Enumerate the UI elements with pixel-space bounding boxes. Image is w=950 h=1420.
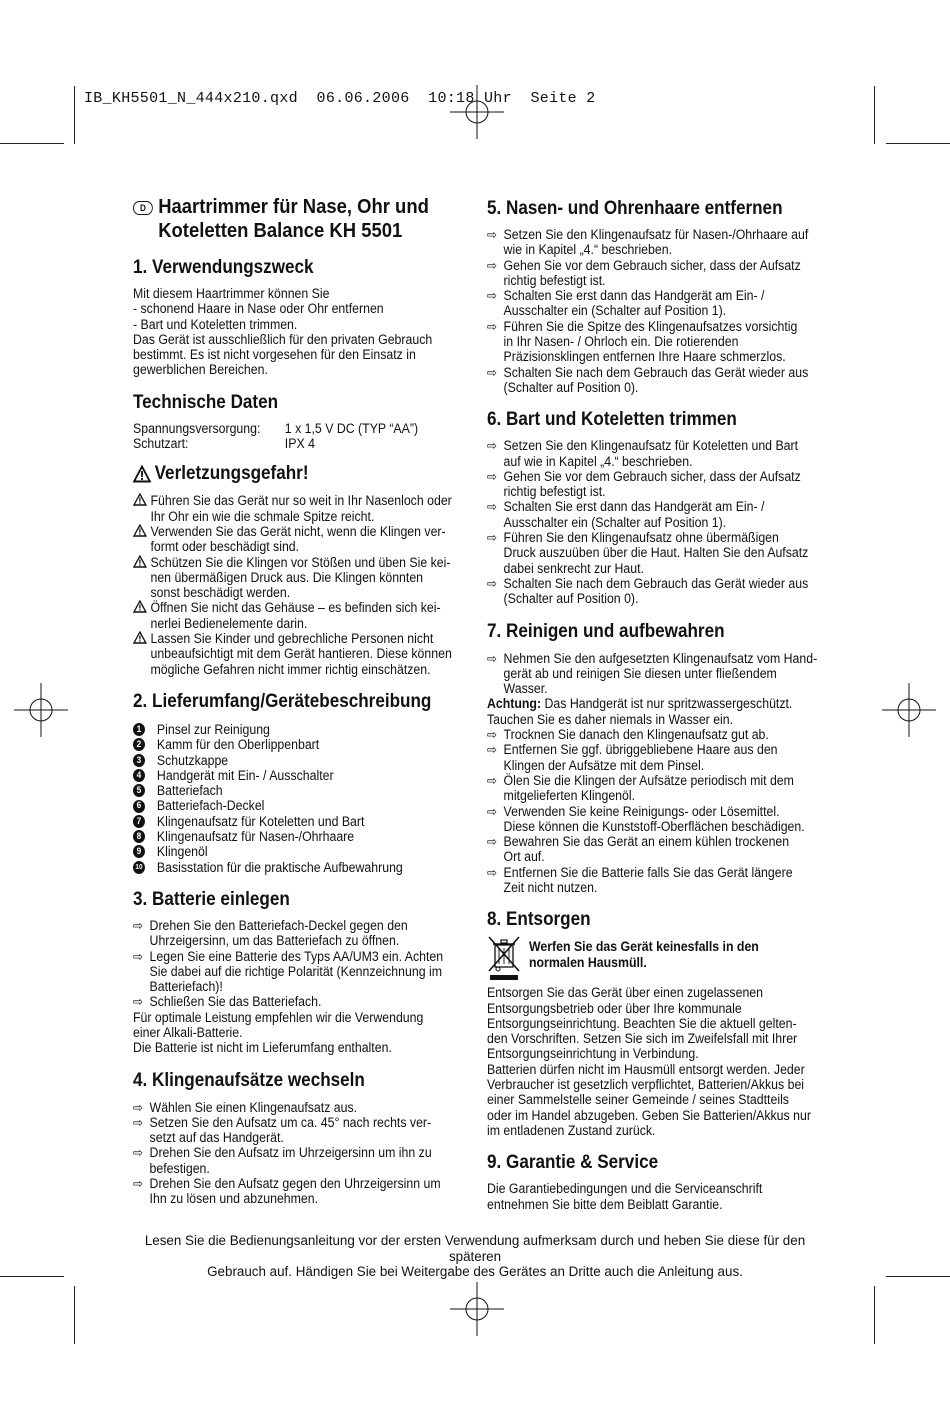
warning-item <box>133 600 469 631</box>
crop-mark <box>74 1286 75 1344</box>
item-number-badge: 8 <box>133 830 145 843</box>
hollow-arrow-icon: ⇨ <box>487 650 498 666</box>
text-line: Schalten Sie erst dann das Handgerät am Ein- / <box>503 288 765 304</box>
text-line: Öffnen Sie nicht das Gehäuse – es befinden sich kei- <box>150 600 441 616</box>
list-item-text <box>504 727 769 742</box>
text-line: dabei senkrecht zur Haut. <box>503 560 644 576</box>
text-line: wie in Kapitel „4.“ beschrieben. <box>503 242 673 258</box>
list-item <box>133 1100 469 1115</box>
section-heading: 6. Bart und Koteletten trimmen <box>487 409 737 431</box>
item-number-badge: 3 <box>133 754 145 767</box>
text-line: Ausschalter ein (Schalter auf Position 1). <box>503 514 727 530</box>
list-item <box>487 804 823 835</box>
text-line: Führen Sie das Gerät nur so weit in Ihr Nasenloch oder <box>150 493 452 509</box>
hollow-arrow-icon: ⇨ <box>487 530 498 546</box>
parts-list-label: Batteriefach <box>156 783 223 799</box>
text-line: Gehen Sie vor dem Gebrauch sicher, dass der Aufsatz <box>503 257 801 273</box>
text-line: Uhrzeigersinn, um das Batteriefach zu öffnen. <box>149 933 400 949</box>
warning-item <box>133 631 469 677</box>
right-column <box>487 195 822 1212</box>
parts-list-label: Kamm für den Oberlippenbart <box>156 737 320 753</box>
text-line: im entladenen Zustand zurück. <box>487 1122 656 1138</box>
item-number-badge: 5 <box>133 784 145 797</box>
hollow-arrow-icon: ⇨ <box>487 288 498 304</box>
text-line: Nehmen Sie den aufgesetzten Klingenaufsatz vom Hand- <box>503 650 818 666</box>
list-item-text <box>504 319 798 365</box>
list-item <box>487 499 823 530</box>
section-heading: Verletzungsgefahr! <box>133 463 435 485</box>
step-list <box>487 651 822 697</box>
text-line: Drehen Sie den Aufsatz im Uhrzeigersinn um ihn zu <box>149 1145 432 1161</box>
crop-mark <box>0 143 64 144</box>
list-item-text <box>504 530 809 576</box>
parts-list-label: Handgerät mit Ein- / Ausschalter <box>156 767 334 783</box>
section-body <box>487 985 822 1138</box>
text-line: Verwenden Sie keine Reinigungs- oder Lösemittel. <box>503 803 780 819</box>
section-heading: 8. Entsorgen <box>487 909 591 931</box>
text-line: auf wie in Kapitel „4.“ beschrieben. <box>503 453 693 469</box>
text-line: mitgelieferten Klingenöl. <box>503 788 636 804</box>
spec-row <box>133 436 441 451</box>
step-list <box>133 1100 468 1207</box>
text-line: Diese können die Kunststoff-Oberflächen beschädigen. <box>503 818 805 834</box>
text-line: Führen Sie die Spitze des Klingenaufsatzes vorsichtig <box>503 318 798 334</box>
text-line: mögliche Gefahren nicht immer richtig einschätzen. <box>150 661 431 677</box>
text-line: oder im Handel abzugeben. Geben Sie Batterien/Akkus nur <box>487 1107 811 1123</box>
list-item-text <box>504 742 778 773</box>
hollow-arrow-icon: ⇨ <box>487 438 498 454</box>
text-line: Sie dabei auf die richtige Polarität (Kennzeichnung im <box>149 963 442 979</box>
section-heading: 5. Nasen- und Ohrenhaare entfernen <box>487 198 783 219</box>
text-line: - Bart und Koteletten trimmen. <box>133 316 298 332</box>
list-item-text <box>150 1145 432 1176</box>
hollow-arrow-icon: ⇨ <box>133 1145 144 1161</box>
registration-mark-icon <box>14 683 68 737</box>
section-heading: 3. Batterie einlegen <box>133 888 290 910</box>
text-line: Schalten Sie erst dann das Handgerät am Ein- / <box>503 499 765 515</box>
step-list <box>487 438 822 606</box>
item-number-badge: 4 <box>133 769 145 782</box>
hollow-arrow-icon: ⇨ <box>133 917 144 933</box>
text-line: Setzen Sie den Klingenaufsatz für Nasen-/Ohrhaare auf <box>503 227 809 242</box>
section-body <box>133 286 468 378</box>
step-list <box>133 918 468 1010</box>
section-body <box>487 1181 822 1212</box>
crop-mark <box>74 86 75 144</box>
text-line: (Schalter auf Position 0). <box>503 379 639 395</box>
spec-value: 1 x 1,5 V DC (TYP “AA”) <box>284 420 419 436</box>
text-line: Klingen der Aufsätze mit dem Pinsel. <box>503 757 705 773</box>
list-item <box>487 288 823 319</box>
list-item <box>487 773 823 804</box>
text-line: Ort auf. <box>503 849 545 865</box>
parts-list-item <box>133 783 464 798</box>
text-line: richtig befestigt ist. <box>503 272 606 288</box>
list-item-text <box>504 438 799 469</box>
section-body <box>133 1010 468 1056</box>
text-line: sonst beschädigt werden. <box>150 585 291 601</box>
list-item <box>487 576 823 607</box>
list-item-text <box>504 651 823 697</box>
text-line: Entfernen Sie die Batterie falls Sie das Gerät längere <box>503 864 793 880</box>
text-line: Batterien dürfen nicht im Hausmüll entsorgt werden. Jeder <box>487 1061 805 1077</box>
list-item-text <box>504 499 765 530</box>
footer-line: Lesen Sie die Bedienungsanleitung vor der ersten Verwendung aufmerksam durch und heben Sie diese für den späteren <box>144 1233 806 1264</box>
crossed-bin-icon <box>487 935 521 981</box>
parts-list-label: Schutzkappe <box>156 752 229 768</box>
list-item-text <box>150 600 440 631</box>
text-line: Werfen Sie das Gerät keinesfalls in den <box>529 939 759 955</box>
parts-list-label: Klingenöl <box>156 844 208 860</box>
list-item-text <box>150 1100 358 1115</box>
text-line: Für optimale Leistung empfehlen wir die Verwendung <box>133 1009 424 1025</box>
list-item-text <box>504 834 790 865</box>
text-line: einer Alkali-Batterie. <box>133 1024 243 1040</box>
text-line: Drehen Sie den Batteriefach-Deckel gegen den <box>149 917 408 933</box>
list-item <box>487 319 823 365</box>
hollow-arrow-icon: ⇨ <box>487 864 498 880</box>
text-line: setzt auf das Handgerät. <box>149 1130 284 1146</box>
parts-list-label: Klingenaufsatz für Nasen-/Ohrhaare <box>156 829 355 845</box>
text-line: - schonend Haare in Nase oder Ohr entfernen <box>133 301 384 317</box>
text-line: Schließen Sie das Batteriefach. <box>149 994 322 1010</box>
list-item-text <box>150 949 444 995</box>
document-title <box>133 195 475 243</box>
text-line: Ölen Sie die Klingen der Aufsätze periodisch mit dem <box>503 772 794 788</box>
text-line: Mit diesem Haartrimmer können Sie <box>133 286 330 301</box>
crop-mark <box>874 1286 875 1344</box>
disposal-notice <box>487 935 822 981</box>
hollow-arrow-icon: ⇨ <box>487 742 498 758</box>
parts-list-item <box>133 722 464 737</box>
warning-triangle-icon <box>133 600 150 631</box>
list-item-text <box>150 631 451 677</box>
list-item-text <box>504 365 809 396</box>
text-line: Entsorgungseinrichtung in Verbindung. <box>487 1046 699 1062</box>
hollow-arrow-icon: ⇨ <box>487 227 498 242</box>
list-item <box>487 742 823 773</box>
list-item <box>487 258 823 289</box>
attention-note: Achtung: Das Handgerät ist nur spritzwassergeschützt. <box>487 696 793 712</box>
crop-mark <box>0 1276 64 1277</box>
list-item-text <box>150 1115 432 1146</box>
text-line: Druck auszuüben über die Haut. Halten Sie den Aufsatz <box>503 545 809 561</box>
list-item <box>133 949 469 995</box>
item-number-badge: 2 <box>133 738 145 751</box>
spec-table <box>133 421 468 452</box>
text-line: Entsorgungseinrichtung. Beachten Sie die aktuell gelten- <box>487 1015 797 1031</box>
registration-mark-icon <box>450 85 504 139</box>
title-line: Koteletten Balance KH 5501 <box>158 219 403 242</box>
parts-list-label: Pinsel zur Reinigung <box>156 721 270 737</box>
text-line: richtig befestigt ist. <box>503 484 606 500</box>
hollow-arrow-icon: ⇨ <box>487 364 498 380</box>
hollow-arrow-icon: ⇨ <box>133 1176 144 1192</box>
text-line: gewerblichen Bereichen. <box>133 362 268 378</box>
text-line: nen übermäßigen Druck aus. Die Klingen könnten <box>150 569 424 585</box>
text-line: Legen Sie eine Batterie des Typs AA/UM3 ein. Achten <box>149 948 444 964</box>
item-number-badge: 7 <box>133 815 145 828</box>
list-item-text <box>504 576 809 607</box>
list-item-text <box>150 524 445 555</box>
list-item <box>487 469 823 500</box>
parts-list-item <box>133 737 464 752</box>
text-line: Schützen Sie die Klingen vor Stößen und üben Sie kei- <box>150 554 451 570</box>
text-line: Schalten Sie nach dem Gebrauch das Gerät wieder aus <box>503 364 809 380</box>
list-item <box>133 918 469 949</box>
list-item-text <box>504 773 794 804</box>
hollow-arrow-icon: ⇨ <box>487 499 498 515</box>
item-number-badge: 10 <box>133 861 145 874</box>
text-line: Ihr Ohr ein wie die schmale Spitze reicht. <box>150 508 375 524</box>
parts-list-item <box>133 860 464 875</box>
text-line: Setzen Sie den Aufsatz um ca. 45° nach rechts ver- <box>149 1114 432 1130</box>
text-line: Entsorgen Sie das Gerät über einen zugelassenen <box>487 985 764 1001</box>
list-item-text <box>150 918 408 949</box>
section-heading: 7. Reinigen und aufbewahren <box>487 620 725 642</box>
list-item-text <box>150 555 450 601</box>
text-line: befestigen. <box>149 1160 210 1176</box>
title-line: Haartrimmer für Nase, Ohr und <box>158 195 429 218</box>
list-item-text <box>504 288 765 319</box>
text-line: nerlei Bedienelemente darin. <box>150 615 308 631</box>
hollow-arrow-icon: ⇨ <box>133 1114 144 1130</box>
text-line: Führen Sie den Klingenaufsatz ohne übermäßigen <box>503 530 779 546</box>
list-item <box>487 651 823 697</box>
warning-triangle-icon <box>133 631 150 677</box>
text-line: normalen Hausmüll. <box>529 954 647 970</box>
left-column <box>133 195 468 1207</box>
list-item-text <box>150 1176 441 1207</box>
text-line: Setzen Sie den Klingenaufsatz für Koteletten und Bart <box>503 438 799 454</box>
list-item-text <box>150 994 322 1009</box>
warning-triangle-icon <box>133 465 151 483</box>
list-item <box>133 994 469 1009</box>
footer-note <box>120 1233 830 1280</box>
list-item <box>133 1145 469 1176</box>
text-line: gerät ab und reinigen Sie diesen unter fließendem Wasser. <box>503 665 777 697</box>
warning-item <box>133 555 469 601</box>
text-line: den Vorschriften. Setzen Sie sich im Zweifelsfall mit Ihrer <box>487 1031 798 1047</box>
list-item-text <box>504 804 805 835</box>
text-line: Drehen Sie den Aufsatz gegen den Uhrzeigersinn um <box>149 1176 441 1192</box>
text-line: Bewahren Sie das Gerät an einem kühlen trockenen <box>503 834 790 850</box>
registration-mark-icon <box>882 683 936 737</box>
text-line: Ihn zu lösen und abzunehmen. <box>149 1191 319 1207</box>
list-item <box>487 438 823 469</box>
parts-list-label: Batteriefach-Deckel <box>156 798 265 814</box>
language-badge: D <box>133 201 153 215</box>
list-item <box>133 1115 469 1146</box>
list-item-text <box>150 493 451 524</box>
step-list <box>487 227 822 395</box>
text-line: bestimmt. Es ist nicht vorgesehen für den Einsatz in <box>133 347 416 363</box>
section-heading: 2. Lieferumfang/Gerätebeschreibung <box>133 690 432 712</box>
warning-triangle-icon <box>133 555 150 601</box>
hollow-arrow-icon: ⇨ <box>487 772 498 788</box>
text-line: Ausschalter ein (Schalter auf Position 1). <box>503 303 727 319</box>
step-list <box>487 727 822 895</box>
spec-row <box>133 421 441 436</box>
text-line: Die Garantiebedingungen und die Serviceanschrift <box>487 1181 763 1197</box>
text-line: entnehmen Sie bitte dem Beiblatt Garantie. <box>487 1196 723 1212</box>
text-line: unbeaufsichtigt mit dem Gerät hantieren. Diese können <box>150 646 452 662</box>
list-item-text <box>504 469 801 500</box>
registration-mark-icon <box>450 1282 504 1336</box>
hollow-arrow-icon: ⇨ <box>487 575 498 591</box>
item-number-badge: 1 <box>133 723 145 736</box>
text-line: Zeit nicht nutzen. <box>503 879 598 895</box>
list-item-text <box>504 258 801 289</box>
parts-list <box>133 722 468 875</box>
warning-triangle-icon <box>133 493 150 524</box>
list-item <box>487 530 823 576</box>
text-line: Batteriefach)! <box>149 979 223 995</box>
section-heading: 4. Klingenaufsätze wechseln <box>133 1069 365 1091</box>
warning-item <box>133 524 469 555</box>
text-line: Wählen Sie einen Klingenaufsatz aus. <box>149 1099 358 1115</box>
text-line: Entfernen Sie ggf. übriggebliebene Haare aus den <box>503 742 778 758</box>
crop-mark <box>886 143 950 144</box>
parts-list-item <box>133 844 464 859</box>
section-heading: 9. Garantie & Service <box>487 1152 659 1174</box>
hollow-arrow-icon: ⇨ <box>487 257 498 273</box>
parts-list-item <box>133 798 464 813</box>
parts-list-item <box>133 814 464 829</box>
list-item <box>487 727 823 742</box>
parts-list-item <box>133 768 464 783</box>
list-item <box>487 365 823 396</box>
item-number-badge: 9 <box>133 845 145 858</box>
parts-list-item <box>133 753 464 768</box>
text-line: Entsorgungsbetrieb oder über Ihre kommunale <box>487 1000 742 1016</box>
text-line: in Ihr Nasen- / Ohrloch ein. Die rotierenden <box>503 334 739 350</box>
text-line: Schalten Sie nach dem Gebrauch das Gerät wieder aus <box>503 575 809 591</box>
warning-list <box>133 493 468 677</box>
parts-list-item <box>133 829 464 844</box>
hollow-arrow-icon: ⇨ <box>133 948 144 964</box>
text-line: (Schalter auf Position 0). <box>503 591 639 607</box>
text-line: Gehen Sie vor dem Gebrauch sicher, dass der Aufsatz <box>503 468 801 484</box>
parts-list-label: Klingenaufsatz für Koteletten und Bart <box>156 813 365 829</box>
text-line: Verbraucher ist gesetzlich verpflichtet, Batterien/Akkus bei <box>487 1077 805 1093</box>
hollow-arrow-icon: ⇨ <box>487 468 498 484</box>
spec-label: Spannungsversorgung: <box>133 420 261 436</box>
text-line: Verwenden Sie das Gerät nicht, wenn die Klingen ver- <box>150 523 446 539</box>
list-item <box>133 1176 469 1207</box>
text-line: Präzisionsklingen entfernen Ihre Haare schmerzlos. <box>503 349 786 365</box>
spec-label: Schutzart: <box>133 436 189 452</box>
parts-list-label: Basisstation für die praktische Aufbewahrung <box>156 859 403 875</box>
list-item <box>487 865 823 896</box>
hollow-arrow-icon: ⇨ <box>487 834 498 850</box>
text-line: Die Batterie ist nicht im Lieferumfang enthalten. <box>133 1040 392 1056</box>
text-line: Trocknen Sie danach den Klingenaufsatz gut ab. <box>503 727 769 743</box>
text-line: Das Gerät ist ausschließlich für den privaten Gebrauch <box>133 331 433 347</box>
list-item-text <box>504 865 793 896</box>
list-item-text <box>504 227 809 258</box>
hollow-arrow-icon: ⇨ <box>487 727 498 743</box>
list-item <box>487 834 823 865</box>
print-slug: IB_KH5501_N_444x210.qxd 06.06.2006 10:18 Uhr Seite 2 <box>84 90 596 107</box>
disposal-warning <box>529 939 759 970</box>
hollow-arrow-icon: ⇨ <box>133 1099 144 1115</box>
hollow-arrow-icon: ⇨ <box>487 803 498 819</box>
section-heading: Technische Daten <box>133 391 279 413</box>
crop-mark <box>886 1276 950 1277</box>
warning-triangle-icon <box>133 524 150 555</box>
attention-note: Tauchen Sie es daher niemals in Wasser ein. <box>487 711 734 727</box>
text-line: Lassen Sie Kinder und gebrechliche Personen nicht <box>150 631 434 647</box>
hollow-arrow-icon: ⇨ <box>487 318 498 334</box>
spec-value: IPX 4 <box>284 436 315 452</box>
footer-line: Gebrauch auf. Händigen Sie bei Weitergabe des Gerätes an Dritte auch die Anleitung aus. <box>207 1264 743 1279</box>
text-line: formt oder beschädigt sind. <box>150 539 300 555</box>
crop-mark <box>874 86 875 144</box>
text-line: einer Sammelstelle seiner Gemeinde / seines Stadtteils <box>487 1092 789 1108</box>
item-number-badge: 6 <box>133 800 145 813</box>
hollow-arrow-icon: ⇨ <box>133 994 144 1010</box>
section-heading: 1. Verwendungszweck <box>133 257 314 278</box>
list-item <box>487 227 823 258</box>
warning-item <box>133 493 469 524</box>
